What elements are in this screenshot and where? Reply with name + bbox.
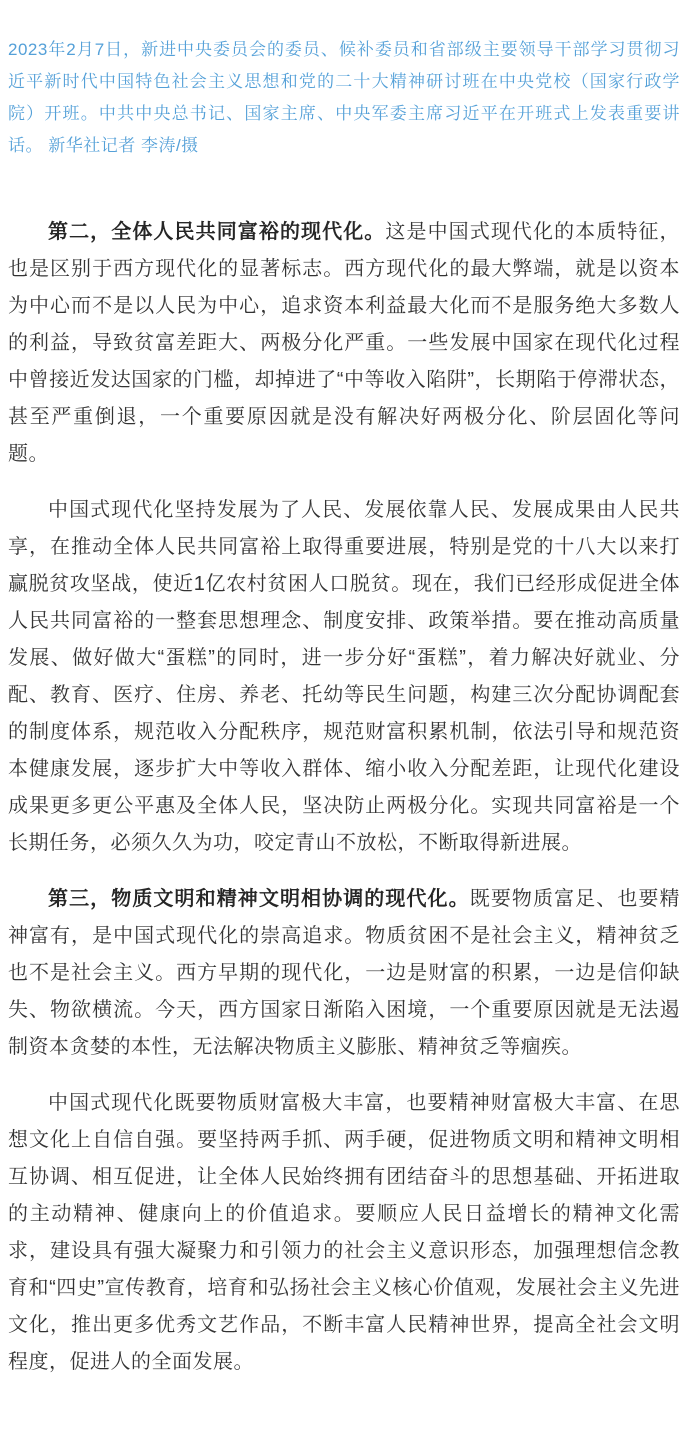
article-body (8, 214, 680, 1381)
paragraph-development-for-people (8, 492, 680, 862)
paragraph-cultural-confidence (8, 1085, 680, 1381)
paragraph-text: 既要物质富足、也要精神富有，是中国式现代化的崇高追求。物质贫困不是社会主义，精神贫乏也不是社会主义。西方早期的现代化，一边是财富的积累，一边是信仰缺失、物欲横流。今天，西方国家日渐陷入困境，一个重要原因就是无法遏制资本贪婪的本性，无法解决物质主义膨胀、精神贫乏等痼疾。 (8, 888, 681, 1058)
paragraph-text: 中国式现代化坚持发展为了人民、发展依靠人民、发展成果由人民共享，在推动全体人民共同富裕上取得重要进展，特别是党的十八大以来打赢脱贫攻坚战，使近1亿农村贫困人口脱贫。现在，我们已经形成促进全体人民共同富裕的一整套思想理念、制度安排、政策举措。要在推动高质量发展、做好做大“蛋糕”的同时，进一步分好“蛋糕”，着力解决好就业、分配、教育、医疗、住房、养老、托幼等民生问题，构建三次分配协调配套的制度体系，规范收入分配秩序，规范财富积累机制，依法引导和规范资本健康发展，逐步扩大中等收入群体、缩小收入分配差距，让现代化建设成果更多更公平惠及全体人民，坚决防止两极分化。实现共同富裕是一个长期任务，必须久久为功，咬定青山不放松，不断取得新进展。 (8, 499, 680, 854)
paragraph-material-spiritual-civilization (8, 881, 680, 1066)
paragraph-common-prosperity (8, 214, 680, 473)
paragraph-text: 中国式现代化既要物质财富极大丰富，也要精神财富极大丰富、在思想文化上自信自强。要坚持两手抓、两手硬，促进物质文明和精神文明相互协调、相互促进，让全体人民始终拥有团结奋斗的思想基础、开拓进取的主动精神、健康向上的价值追求。要顺应人民日益增长的精神文化需求，建设具有强大凝聚力和引领力的社会主义意识形态，加强理想信念教育和“四史”宣传教育，培育和弘扬社会主义核心价值观，发展社会主义先进文化，推出更多优秀文艺作品，不断丰富人民精神世界，提高全社会文明程度，促进人的全面发展。 (8, 1092, 680, 1373)
paragraph-lead: 第三，物质文明和精神文明相协调的现代化。 (48, 888, 470, 910)
photo-caption: 2023年2月7日，新进中央委员会的委员、候补委员和省部级主要领导干部学习贯彻习近平新时代中国特色社会主义思想和党的二十大精神研讨班在中央党校（国家行政学院）开班。中共中央总书记、国家主席、中央军委主席习近平在开班式上发表重要讲话。 新华社记者 李涛/摄 (8, 40, 680, 155)
paragraph-lead: 第二，全体人民共同富裕的现代化。 (48, 221, 386, 243)
paragraph-text: 这是中国式现代化的本质特征，也是区别于西方现代化的显著标志。西方现代化的最大弊端，就是以资本为中心而不是以人民为中心，追求资本利益最大化而不是服务绝大多数人的利益，导致贫富差距大、两极分化严重。一些发展中国家在现代化过程中曾接近发达国家的门槛，却掉进了“中等收入陷阱”，长期陷于停滞状态，甚至严重倒退，一个重要原因就是没有解决好两极分化、阶层固化等问题。 (8, 221, 681, 465)
